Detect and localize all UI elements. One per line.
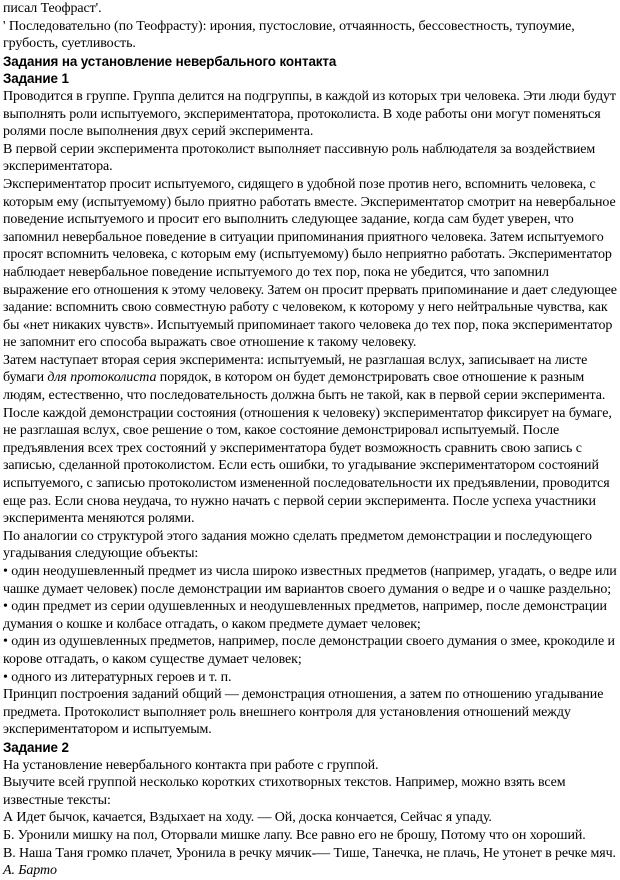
- paragraph: Принцип построения заданий общий — демонстрация отношения, а затем по отношению угадывание предмета. Протоколист выполняет роль внешнего контроля для установления отношений между экспериментатором и испытуемым.: [3, 687, 604, 738]
- paragraph: В первой серии эксперимента протоколист выполняет пассивную роль наблюдателя за воздействием экспериментатора.: [3, 141, 596, 175]
- text-line: писал Теофраст'.: [3, 1, 102, 16]
- poem-line: Б. Уронили мишку на пол, Оторвали мишке лапу. Все равно его не брошу, Потому что он хороший.: [3, 827, 586, 843]
- bullet-item: • один из одушевленных предметов, например, после демонстрации своего думания о змее, крокодиле и корове отгадать, о каком существе думает человек;: [3, 633, 617, 668]
- paragraph: На установление невербального контакта при работе с группой.: [3, 757, 379, 773]
- section-title: Задания на установление невербального контакта: [3, 53, 337, 69]
- poem-line: В. Наша Таня громко плачет, Уронила в речку мячик-— Тише, Танечка, не плачь, Не утонет в речке мяч.: [3, 845, 616, 861]
- task2-title: Задание 2: [3, 739, 69, 755]
- paragraph-part: порядок, в котором он будет демонстрировать свое отношение к разным людям, естественно, что последовательность должна быть не такой, как в первой серии эксперимента. После каждой демонстрации состояния (отношения к человеку) экспериментатор фиксирует на бумаге, не разглашая вслух, свое решение о том, какое состояние демонстрировал испытуемый. После предъявления всех трех состояний у экспериментатора будет возможность сравнить свою запись с записью, сделанной протоколистом. Если есть ошибки, то угадывание экспериментатором состояний испытуемого, с записью протоколистом измененной последовательности их предъявлении, проводится еще раз. Если снова неудача, то нужно начать с первой серии эксперимента. После успеха участники эксперимента меняются ролями.: [3, 370, 612, 527]
- bullet-item: • одного из литературных героев и т. п.: [3, 669, 617, 687]
- paragraph: Проводится в группе. Группа делится на подгруппы, в каждой из которых три человека. Эти люди будут выполнять роли испытуемого, экспериментатора, протоколиста. В ходе работы они могут поменяться ролями после выполнения двух серий эксперимента.: [3, 88, 616, 140]
- paragraph: По аналогии со структурой этого задания можно сделать предметом демонстрации и последующего угадывания следующие объекты:: [3, 528, 592, 562]
- paragraph: Выучите всей группой несколько коротких стихотворных текстов. Например, можно взять всем известные тексты:: [3, 775, 566, 808]
- paragraph: Экспериментатор просит испытуемого, сидящего в удобной позе против него, вспомнить человека, с которым ему (испытуемому) было приятно работать вместе. Экспериментатор смотрит на невербальное поведение испытуемого и просит его выполнить следующее задание, когда сам будет уверен, что запомнил невербальное поведение в ситуации припоминания приятного человека. Затем испытуемого просят вспомнить человека, с которым ему (испытуемому) было неприятно работать. Экспериментатор наблюдает невербальное поведение испытуемого до тех пор, пока не убедится, что запомнил выражение его отношения к этому человеку. Затем он просит прервать припоминание и дает следующее задание: вспомнить свою совместную работу с человеком, к которому у него нейтральные чувства, как бы «нет никаких чувств». Испытуемый припоминает такого человека до тех пор, пока экспериментатор не запомнит его способа выражать свое отношение к такому человеку.: [3, 176, 617, 351]
- author: А. Барто: [3, 863, 57, 879]
- bullet-item: • один неодушевленный предмет из числа широко известных предметов (например, угадать, о ведре или чашке думает человек) после демонстрации им вариантов своего думания о ведре и о чашке раздельно;: [3, 563, 617, 598]
- task1-title: Задание 1: [3, 71, 69, 87]
- paragraph: [3, 352, 617, 528]
- footnote: ' Последовательно (по Теофрасту): ирония, пустословие, отчаянность, бессовестность, тупоумие, грубость, суетливость.: [3, 18, 575, 52]
- italic-term: для протоколиста: [47, 370, 157, 386]
- paragraph-part: Затем наступает вторая серия эксперимента: испытуемый, не разглашая вслух, записывает на листе бумаги: [3, 352, 588, 386]
- bullet-item: • один предмет из серии одушевленных и неодушевленных предметов, например, после демонстрации думания о кошке и колбасе отгадать, о каком предмете думает человек;: [3, 598, 617, 633]
- poem-line: А Идет бычок, качается, Вздыхает на ходу. — Ой, доска кончается, Сейчас я упаду.: [3, 810, 492, 826]
